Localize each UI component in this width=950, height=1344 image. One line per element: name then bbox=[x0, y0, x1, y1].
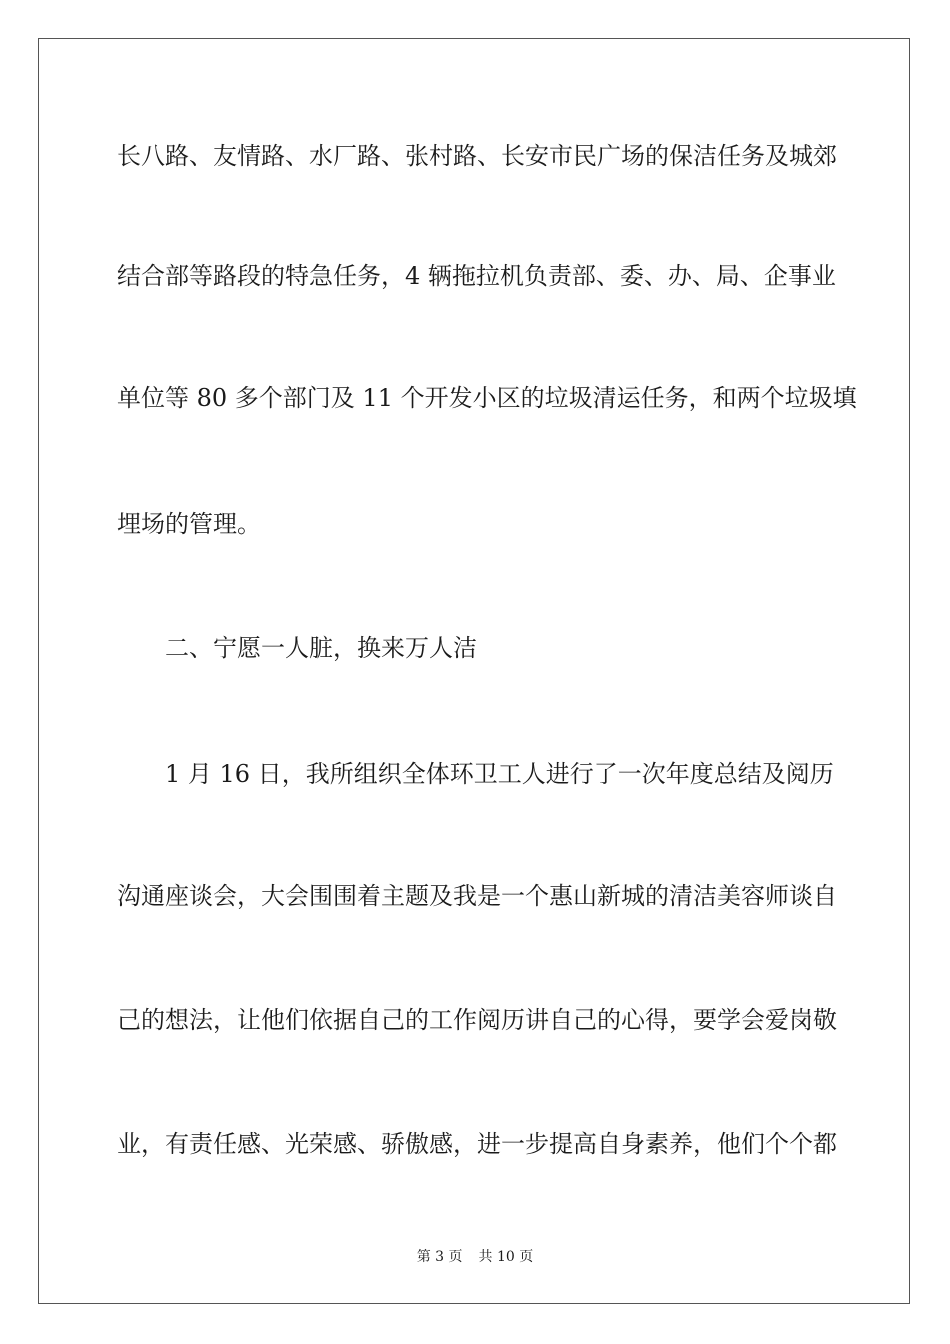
paragraph-2-line-1: 1 月 16 日，我所组织全体环卫工人进行了一次年度总结及阅历 bbox=[165, 760, 834, 788]
page-number: 第 3 页 bbox=[416, 1249, 463, 1265]
paragraph-1-line-4: 埋场的管理。 bbox=[117, 510, 261, 538]
paragraph-2-line-3: 己的想法，让他们依据自己的工作阅历讲自己的心得，要学会爱岗敬 bbox=[117, 1006, 837, 1034]
paragraph-1-line-3: 单位等 80 多个部门及 11 个开发小区的垃圾清运任务，和两个垃圾填 bbox=[117, 384, 857, 412]
paragraph-2-line-4: 业，有责任感、光荣感、骄傲感，进一步提高自身素养，他们个个都 bbox=[117, 1130, 837, 1158]
section-heading: 二、宁愿一人脏，换来万人洁 bbox=[165, 634, 477, 662]
paragraph-1-line-1: 长八路、友情路、水厂路、张村路、长安市民广场的保洁任务及城郊 bbox=[117, 142, 837, 170]
page-footer bbox=[0, 1248, 950, 1266]
paragraph-1-line-2: 结合部等路段的特急任务，4 辆拖拉机负责部、委、办、局、企事业 bbox=[117, 262, 836, 290]
paragraph-2-line-2: 沟通座谈会，大会围围着主题及我是一个惠山新城的清洁美容师谈自 bbox=[117, 882, 837, 910]
page-total: 共 10 页 bbox=[478, 1249, 534, 1265]
page-frame bbox=[38, 38, 910, 1304]
